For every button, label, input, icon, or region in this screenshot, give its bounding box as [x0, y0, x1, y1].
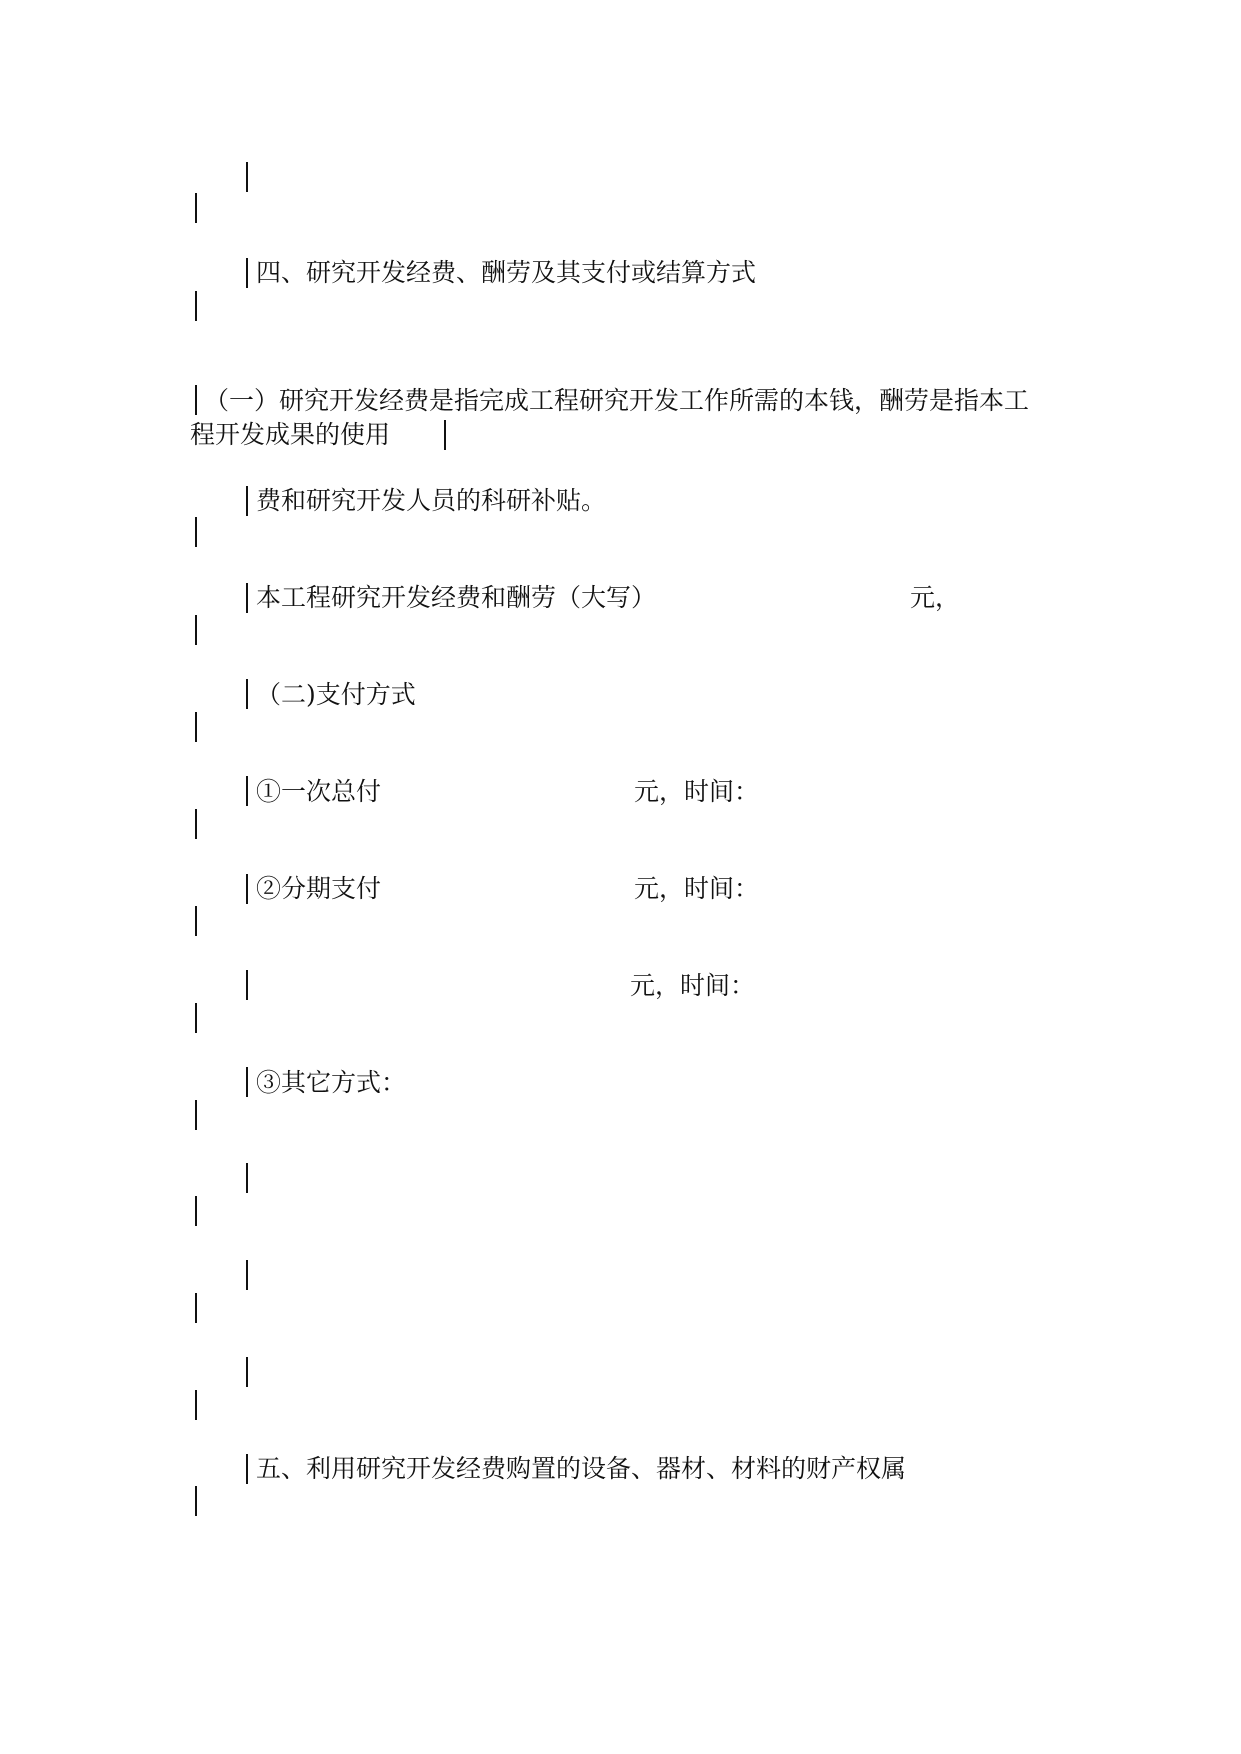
- row-marker: [195, 291, 197, 321]
- section-five-heading: 五、利用研究开发经费购置的设备、器材、材料的财产权属: [256, 1454, 907, 1483]
- row-marker: [246, 776, 248, 806]
- clause-one-line1: （一）研究开发经费是指完成工程研究开发工作所需的本钱，酬劳是指本工: [204, 386, 1030, 415]
- row-marker: [246, 1163, 248, 1193]
- other-method-label: ③其它方式：: [256, 1068, 407, 1097]
- row-marker: [246, 583, 248, 613]
- row-marker: [195, 517, 197, 547]
- row-marker: [246, 1067, 248, 1097]
- row-marker: [246, 679, 248, 709]
- row-marker: [195, 1486, 197, 1516]
- row-marker: [246, 486, 248, 516]
- amount-unit: 元，: [910, 583, 961, 612]
- row-marker: [195, 193, 197, 223]
- section-four-heading: 四、研究开发经费、酬劳及其支付或结算方式: [256, 258, 757, 287]
- installment-extra-tail: 元，时间：: [630, 971, 756, 1000]
- row-marker: [195, 1003, 197, 1033]
- row-marker: [195, 1390, 197, 1420]
- installment-label: ②分期支付: [256, 874, 382, 903]
- row-marker: [246, 874, 248, 904]
- row-marker: [195, 906, 197, 936]
- clause-one-line3: 费和研究开发人员的科研补贴。: [256, 486, 607, 515]
- row-marker: [195, 809, 197, 839]
- row-marker: [246, 1357, 248, 1387]
- lump-sum-tail: 元，时间：: [634, 777, 760, 806]
- installment-tail: 元，时间：: [634, 874, 760, 903]
- row-marker: [195, 1293, 197, 1323]
- row-marker: [444, 420, 446, 450]
- row-marker: [195, 712, 197, 742]
- row-marker: [195, 615, 197, 645]
- clause-two-heading: （二)支付方式: [256, 680, 416, 709]
- row-marker: [246, 258, 248, 288]
- row-marker: [246, 970, 248, 1000]
- row-marker: [246, 1454, 248, 1484]
- row-marker: [195, 1196, 197, 1226]
- row-marker: [195, 385, 197, 415]
- amount-label: 本工程研究开发经费和酬劳（大写）: [256, 583, 657, 612]
- clause-one-line2: 程开发成果的使用: [190, 420, 391, 449]
- row-marker: [246, 1260, 248, 1290]
- row-marker: [246, 162, 248, 192]
- lump-sum-label: ①一次总付: [256, 777, 382, 806]
- row-marker: [195, 1100, 197, 1130]
